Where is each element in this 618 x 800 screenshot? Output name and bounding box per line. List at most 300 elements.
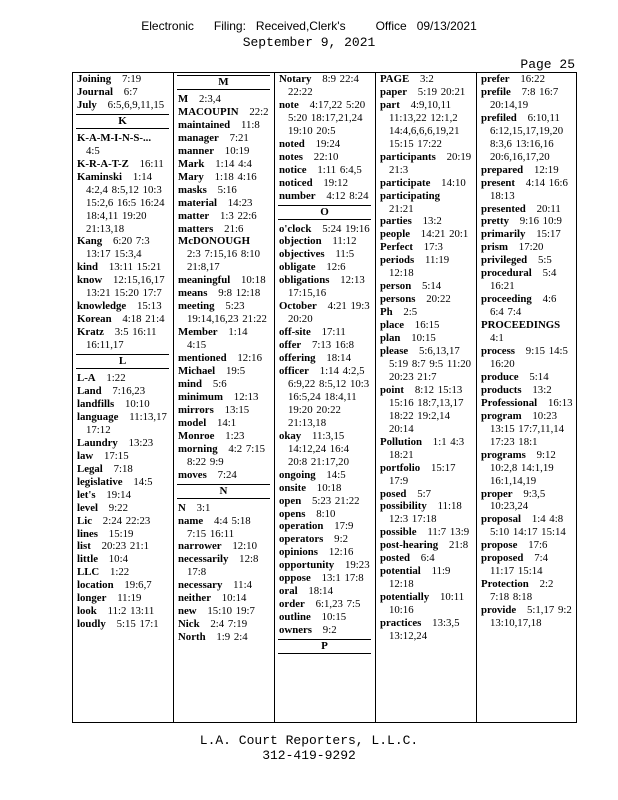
index-entry: [380, 319, 472, 332]
index-term: L-A: [77, 372, 96, 385]
page-line-refs: 13:1 17:8: [321, 572, 364, 585]
page-line-refs: 17:11: [321, 326, 346, 339]
index-term: obligations: [279, 274, 330, 287]
index-term: let's: [77, 488, 96, 501]
index-entry: [481, 73, 573, 86]
index-entry: [279, 624, 371, 637]
page-line-refs: 1:9 2:4: [216, 631, 248, 644]
index-entry: [481, 371, 573, 384]
page-line-refs: 10:4: [108, 553, 128, 566]
index-term: location: [77, 579, 114, 592]
index-entry: [77, 553, 169, 566]
index-term: officer: [279, 365, 309, 378]
index-entry: [77, 235, 169, 261]
index-entry: [178, 352, 270, 365]
page-line-refs: 14:10: [441, 176, 466, 189]
index-entry: [380, 552, 472, 565]
index-term: please: [380, 345, 409, 358]
index-entry: [279, 99, 371, 138]
page-number: Page 25: [520, 57, 575, 72]
index-term: level: [77, 501, 98, 514]
page-line-refs: 12:16: [328, 546, 354, 559]
index-entry: [481, 552, 573, 578]
page-line-refs: 17:3: [423, 241, 443, 254]
index-entry: [77, 158, 169, 171]
index-entry: [279, 430, 371, 469]
page-line-refs: 5:6: [212, 377, 227, 390]
index-entry: [77, 300, 169, 313]
page-line-refs: 7:18: [113, 462, 133, 475]
index-term: obligate: [279, 261, 316, 274]
page-line-refs: 1:22: [110, 566, 130, 579]
index-term: noted: [279, 137, 305, 150]
page-line-refs: 3:1: [196, 501, 211, 514]
page-line-refs: 13:11 15:21: [108, 261, 162, 274]
index-entry: [77, 411, 169, 437]
index-term: number: [279, 189, 316, 202]
page-line-refs: 12:13 17:15,16: [288, 274, 365, 300]
index-entry: [279, 138, 371, 151]
index-entry: [481, 267, 573, 293]
index-term: part: [380, 98, 400, 111]
index-term: K-A-M-I-N-S-...: [77, 131, 152, 144]
index-term: Mary: [178, 170, 204, 183]
page-line-refs: 1:11 6:4,5: [317, 163, 362, 176]
index-entry: [279, 261, 371, 274]
index-entry: [481, 513, 573, 539]
page-line-refs: 2:24 22:23: [102, 514, 151, 527]
index-term: off-site: [279, 326, 311, 339]
index-term: Land: [77, 385, 102, 398]
index-entry: [279, 274, 371, 300]
section-letter: O: [278, 205, 371, 220]
page-line-refs: 12:10: [232, 540, 257, 553]
index-entry: [279, 520, 371, 533]
index-entry: [178, 145, 270, 158]
page-line-refs: 10:11 10:16: [389, 591, 465, 617]
page-line-refs: 1:14 4:4: [215, 157, 252, 170]
index-column-3: [279, 73, 371, 722]
page-line-refs: 4:17,22 5:20 5:20 18:17,21,24 19:10 20:5: [288, 98, 366, 137]
index-term: prepared: [481, 163, 524, 176]
index-entry: [279, 495, 371, 508]
page-line-refs: 4:6 6:4 7:4: [490, 293, 557, 319]
index-term: primarily: [481, 228, 526, 241]
index-term: mentioned: [178, 352, 227, 365]
page-line-refs: 9:2: [322, 624, 337, 637]
index-entry: [279, 469, 371, 482]
page-line-refs: 2:2 7:18 8:18: [490, 578, 554, 604]
index-entry: [380, 215, 472, 228]
index-term: Joining: [77, 73, 112, 85]
index-entry: [380, 228, 472, 241]
index-entry: [481, 293, 573, 319]
index-entry: [77, 579, 169, 592]
page-line-refs: 5:5: [537, 254, 552, 267]
index-entry: [481, 384, 573, 397]
page-line-refs: 20:19 21:3: [389, 150, 472, 176]
page-line-refs: 1:1 4:3 18:21: [389, 435, 465, 461]
index-term: Kaminski: [77, 170, 123, 183]
index-entry: [481, 86, 573, 112]
page-line-refs: 10:15: [411, 332, 436, 345]
index-entry: [77, 274, 169, 300]
index-entry: [481, 539, 573, 552]
index-term: note: [279, 98, 299, 111]
page-line-refs: 11:19 12:18: [389, 254, 450, 280]
page-line-refs: 2:3 7:15,16 8:10 21:8,17: [187, 248, 261, 274]
page-line-refs: 3:5 16:11 16:11,17: [86, 326, 157, 352]
page-line-refs: 11:8: [241, 118, 260, 131]
index-entry: [481, 228, 573, 241]
index-term: objection: [279, 235, 322, 248]
index-entry: [77, 372, 169, 385]
page-line-refs: 12:8 17:8: [187, 553, 259, 579]
page-line-refs: 7:24: [217, 468, 237, 481]
page-line-refs: 12:19: [534, 163, 559, 176]
index-term: kind: [77, 261, 99, 274]
index-term: name: [178, 514, 204, 527]
page-line-refs: 11:2 13:11: [107, 605, 155, 618]
index-term: o'clock: [279, 222, 312, 235]
index-term: Nick: [178, 618, 200, 631]
page-line-refs: 16:22: [520, 73, 545, 85]
index-term: Protection: [481, 578, 529, 591]
index-entry: [279, 235, 371, 248]
index-entry: [481, 604, 573, 630]
page-line-refs: 6:1,23 7:5: [315, 598, 361, 611]
page-line-refs: 20:23 21:1: [101, 540, 150, 553]
page-line-refs: 22:2: [249, 105, 269, 118]
index-entry: [380, 345, 472, 384]
section-letter: M: [177, 75, 270, 90]
page-line-refs: 10:10: [125, 397, 150, 410]
page-line-refs: 9:16 10:9: [519, 215, 562, 228]
page-line-refs: 6:5,6,9,11,15: [107, 98, 165, 111]
page-line-refs: 7:16,23: [112, 385, 146, 398]
page-line-refs: 4:2 7:15 8:22 9:9: [187, 442, 266, 468]
index-term: means: [178, 287, 208, 300]
index-term: MACOUPIN: [178, 105, 239, 118]
index-entry: [77, 326, 169, 352]
page-line-refs: 17:6: [528, 539, 548, 552]
index-entry: [279, 365, 371, 430]
index-entry: [380, 86, 472, 99]
index-entry: [380, 565, 472, 591]
index-term: Perfect: [380, 241, 413, 254]
page-line-refs: 7:21: [229, 131, 249, 144]
page-line-refs: 16:11: [139, 157, 164, 170]
index-term: offering: [279, 352, 316, 365]
page-line-refs: 15:10 19:7: [207, 605, 255, 618]
page-line-refs: 10:19: [224, 144, 250, 157]
index-term: participate: [380, 176, 431, 189]
page-line-refs: 10:18: [241, 274, 266, 287]
page-line-refs: 17:9: [334, 520, 354, 533]
page-line-refs: 9:15 14:5 16:20: [490, 345, 568, 370]
page-line-refs: 13:2: [422, 215, 442, 228]
index-entry: [77, 515, 169, 528]
index-entry: [178, 326, 270, 352]
index-entry: [178, 443, 270, 469]
index-term: loudly: [77, 618, 106, 631]
index-term: proposal: [481, 513, 522, 526]
page-line-refs: 9:2: [334, 533, 348, 546]
index-term: lines: [77, 527, 98, 540]
index-term: manager: [178, 131, 219, 144]
index-entry: [380, 500, 472, 526]
page-line-refs: 12:15,16,17 13:21 15:20 17:7: [86, 274, 165, 300]
page-line-refs: 10:18: [316, 481, 342, 494]
page-line-refs: 5:19 20:21: [417, 85, 466, 98]
page-line-refs: 1:14 4:2,5 6:9,22 8:5,12 10:3 16:5,24 18:4,11 19:20 20:22 21:13,18: [288, 365, 370, 429]
index-entry: [77, 261, 169, 274]
column-divider: [274, 73, 275, 722]
index-term: Kratz: [77, 326, 104, 339]
page-line-refs: 11:9 12:18: [389, 565, 451, 591]
index-term: opportunity: [279, 559, 335, 572]
page-line-refs: 20:22: [426, 293, 451, 306]
index-term: Monroe: [178, 429, 215, 442]
index-term: little: [77, 553, 98, 566]
index-term: place: [380, 319, 404, 332]
page-line-refs: 4:14 16:6 18:13: [490, 176, 568, 202]
page-line-refs: 16:13: [547, 396, 573, 409]
index-entry: [481, 203, 573, 216]
index-entry: [178, 365, 270, 378]
index-entry: [77, 450, 169, 463]
index-term: law: [77, 449, 94, 462]
page-line-refs: 10:23 13:15 17:7,11,14 17:23 18:1: [490, 409, 565, 448]
index-term: model: [178, 416, 207, 429]
index-term: LLC: [77, 566, 100, 579]
page-line-refs: 3:2: [420, 73, 434, 85]
index-term: McDONOUGH: [178, 235, 250, 248]
index-term: mirrors: [178, 403, 214, 416]
page-line-refs: 2:3,4: [199, 93, 221, 105]
index-entry: [279, 559, 371, 572]
index-term: July: [77, 98, 97, 111]
index-term: new: [178, 605, 197, 618]
reporter-phone: 312-419-9292: [262, 748, 356, 763]
index-entry: [279, 572, 371, 585]
index-term: order: [279, 598, 305, 611]
index-entry: [481, 215, 573, 228]
page-line-refs: 14:23: [227, 196, 253, 209]
index-term: October: [279, 300, 317, 313]
index-entry: [178, 158, 270, 171]
hearing-date: September 9, 2021: [242, 35, 376, 50]
index-term: periods: [380, 254, 415, 267]
page-line-refs: 18:14: [308, 585, 333, 598]
page-line-refs: 14:5: [326, 468, 346, 481]
page-line-refs: 1:22: [106, 372, 126, 385]
index-column-5: [481, 73, 573, 722]
page-line-refs: 5:24 19:16: [322, 222, 370, 235]
index-column-2: [178, 73, 270, 722]
page-line-refs: 2:5: [403, 306, 418, 319]
page-line-refs: 18:14: [326, 352, 351, 365]
index-entry: [77, 73, 169, 86]
index-entry: [77, 313, 169, 326]
page-line-refs: 5:23 19:14,16,23 21:22: [187, 300, 267, 326]
index-term: privileged: [481, 254, 528, 267]
index-term: masks: [178, 183, 207, 196]
index-term: oral: [279, 585, 298, 598]
page-line-refs: 17:20: [518, 241, 544, 254]
page-line-refs: 19:5: [225, 365, 246, 378]
index-term: person: [380, 280, 412, 293]
index-entry: [481, 578, 573, 604]
index-term: participants: [380, 150, 436, 163]
index-term: prefer: [481, 73, 510, 85]
index-entry: [380, 488, 472, 501]
index-entry: [178, 404, 270, 417]
index-term: M: [178, 93, 189, 105]
index-entry: [178, 502, 270, 515]
index-entry: [178, 119, 270, 132]
index-entry: [481, 254, 573, 267]
index-term: possibility: [380, 500, 427, 513]
index-term: oppose: [279, 572, 311, 585]
index-entry: [178, 469, 270, 482]
index-entry: [380, 539, 472, 552]
index-entry: [178, 132, 270, 145]
index-entry: [77, 86, 169, 99]
index-term: necessary: [178, 579, 223, 592]
index-term: proper: [481, 487, 513, 500]
index-term: list: [77, 540, 91, 553]
index-entry: [279, 151, 371, 164]
index-term: Kang: [77, 235, 103, 248]
index-term: Member: [178, 326, 218, 339]
page-line-refs: 9:22: [108, 501, 128, 514]
index-term: okay: [279, 429, 302, 442]
index-entry: [380, 617, 472, 643]
page-line-refs: 1:14 4:15: [187, 326, 248, 352]
section-letter: K: [76, 114, 169, 129]
index-entry: [481, 345, 573, 371]
page-line-refs: 4:9,10,11 11:13,22 12:1,2 14:4,6,6,6,19,21 15:15 17:22: [389, 98, 460, 150]
page-line-refs: 10:14: [221, 592, 247, 605]
index-term: objectives: [279, 248, 325, 261]
index-term: practices: [380, 617, 422, 630]
page-line-refs: 13:2: [532, 383, 552, 396]
index-term: potential: [380, 565, 421, 578]
page-line-refs: 11:19: [117, 592, 142, 605]
index-term: participating: [380, 189, 440, 202]
index-term: language: [77, 410, 119, 423]
index-entry: [178, 553, 270, 579]
index-entry: [178, 106, 270, 119]
index-entry: [77, 171, 169, 236]
index-entry: [178, 605, 270, 618]
index-entry: [279, 248, 371, 261]
index-term: ongoing: [279, 468, 316, 481]
index-term: PAGE: [380, 73, 410, 85]
page-line-refs: 7:19: [122, 73, 142, 85]
index-term: onsite: [279, 481, 306, 494]
index-term: proposed: [481, 552, 524, 565]
index-entry: [380, 306, 472, 319]
column-divider: [476, 73, 477, 722]
page-line-refs: 7:13 16:8: [311, 339, 355, 352]
filing-stamp: Electronic Filing: Received,Clerk's Office 09/13/2021: [141, 19, 477, 33]
page-line-refs: 11:4: [233, 579, 252, 592]
index-entry: [77, 605, 169, 618]
section-letter: N: [177, 484, 270, 499]
page-line-refs: 7:4 11:17 15:14: [490, 552, 548, 578]
index-term: minimum: [178, 390, 223, 403]
index-term: prefile: [481, 85, 511, 98]
index-entry: [279, 73, 371, 99]
index-term: parties: [380, 215, 412, 228]
page-line-refs: 19:12: [323, 176, 348, 189]
page-line-refs: 9:12 10:2,8 14:1,19 16:1,14,19: [490, 448, 556, 487]
index-entry: [481, 164, 573, 177]
index-term: posed: [380, 487, 407, 500]
index-entry: [481, 488, 573, 514]
index-term: Notary: [279, 73, 312, 85]
index-term: produce: [481, 370, 519, 383]
index-entry: [178, 515, 270, 541]
index-term: Journal: [77, 85, 113, 98]
index-entry: [279, 352, 371, 365]
index-entry: [279, 223, 371, 236]
page-line-refs: 4:1: [490, 332, 504, 345]
page-line-refs: 2:4 7:19: [210, 618, 248, 631]
index-term: Lic: [77, 514, 92, 527]
page-line-refs: 11:13,17 17:12: [86, 410, 167, 436]
index-entry: [77, 132, 169, 158]
index-term: paper: [380, 85, 407, 98]
page-line-refs: 8:12 15:13 15:16 18:7,13,17 18:22 19:2,14 20:14: [389, 383, 464, 435]
index-term: material: [178, 196, 217, 209]
index-entry: [77, 476, 169, 489]
page-line-refs: 15:17 17:9: [389, 461, 456, 487]
index-term: Mark: [178, 157, 205, 170]
page-line-refs: 5:7: [417, 487, 431, 500]
index-entry: [481, 241, 573, 254]
page-line-refs: 19:6,7: [124, 579, 152, 592]
index-entry: [279, 177, 371, 190]
index-term: provide: [481, 604, 517, 617]
index-table: [72, 72, 577, 723]
index-entry: [178, 540, 270, 553]
page-line-refs: 14:5: [133, 475, 153, 488]
index-entry: [481, 449, 573, 488]
index-entry: [77, 502, 169, 515]
page-line-refs: 11:18 12:3 17:18: [389, 500, 462, 526]
index-term: outline: [279, 611, 311, 624]
page-line-refs: 1:14 4:2,4 8:5,12 10:3 15:2,6 16:5 16:24 18:4,11 19:20 21:13,18: [86, 170, 165, 235]
index-term: proceeding: [481, 293, 532, 306]
index-entry: [279, 598, 371, 611]
page-line-refs: 5:6,13,17 5:19 8:7 9:5 11:20 20:23 21:7: [389, 345, 472, 383]
index-term: Michael: [178, 365, 216, 378]
index-entry: [481, 319, 573, 345]
page-line-refs: 4:12 8:24: [326, 189, 369, 202]
index-term: portfolio: [380, 461, 421, 474]
index-term: PROCEEDINGS: [481, 319, 561, 332]
index-entry: [178, 93, 270, 106]
index-term: meaningful: [178, 274, 231, 287]
page-line-refs: 19:23: [345, 559, 370, 572]
index-entry: [178, 417, 270, 430]
index-entry: [279, 164, 371, 177]
index-entry: [481, 397, 573, 410]
page-line-refs: 19:24: [315, 137, 341, 150]
